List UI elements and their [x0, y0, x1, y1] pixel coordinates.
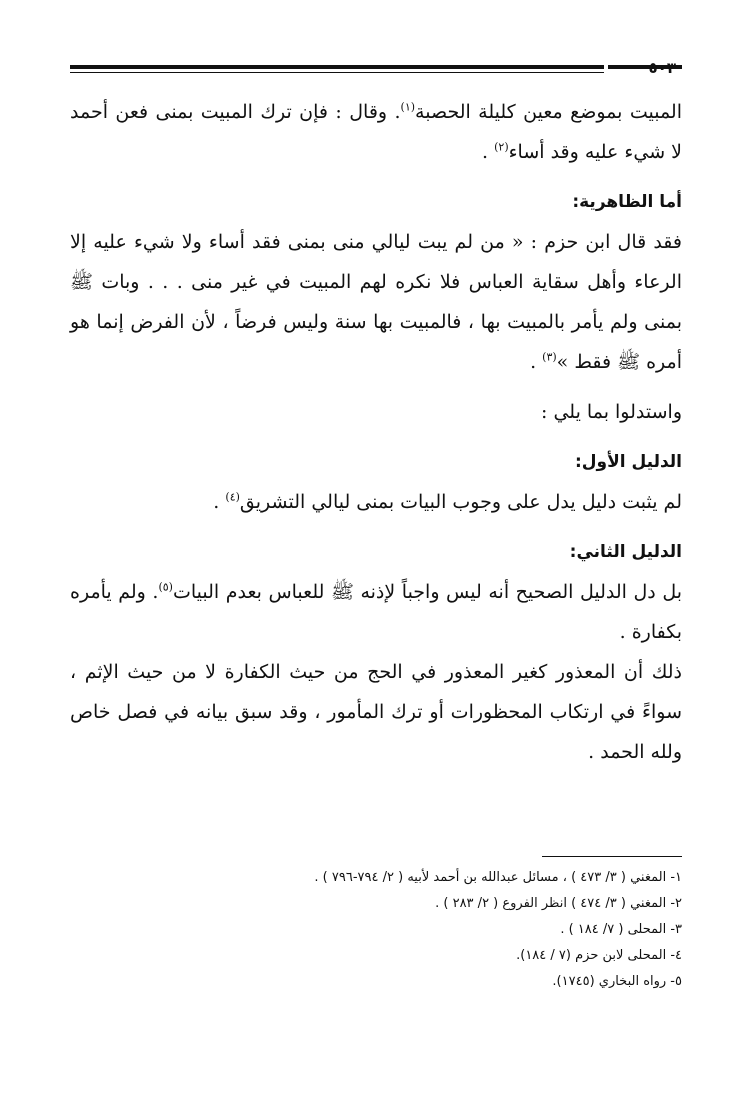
paragraph-2 [70, 222, 682, 382]
paragraph-2-end: . [530, 351, 543, 373]
page-number: ٥٠٣ [648, 59, 676, 77]
header-rule-thin [70, 72, 604, 73]
footnote-ref-2: (٢) [494, 140, 509, 154]
paragraph-4 [70, 482, 682, 522]
paragraph-2-text: فقد قال ابن حزم : « من لم يبت ليالي منى بمنى فقد أساء ولا شيء عليه إلا الرعاء وأهل سقاية العباس فلا نكره لهم المبيت في غير منى . . . وبات ﷺ بمنى ولم يأمر بالمبيت بها ، فالمبيت بها سنة وليس فرضاً ، لأن الفرض إنما هو أمره ﷺ فقط » [70, 231, 682, 373]
paragraph-4-end: . [213, 491, 226, 513]
heading-first-evidence: الدليل الأول: [574, 452, 682, 472]
paragraph-6: ذلك أن المعذور كغير المعذور في الحج من حيث الكفارة لا من حيث الإثم ، سواءً في ارتكاب المحظورات أو ترك المأمور ، وقد سبق بيانه في فصل خاص ولله الحمد . [70, 661, 682, 763]
footnote-1: ١- المغني ( ٣/ ٤٧٣ ) ، مسائل عبدالله بن أحمد لأبيه ( ٢/ ٧٩٤-٧٩٦ ) . [314, 870, 682, 885]
paragraph-1-text: المبيت بموضع معين كليلة الحصبة [415, 101, 683, 123]
paragraph-4-text: لم يثبت دليل يدل على وجوب البيات بمنى ليالي التشريق [239, 491, 682, 513]
spacer [70, 172, 682, 182]
heading-second-evidence: الدليل الثاني: [569, 542, 682, 562]
footnotes [70, 856, 682, 995]
footnote-4: ٤- المحلى لابن حزم (٧ / ١٨٤). [516, 948, 682, 963]
footnote-5: ٥- رواه البخاري (١٧٤٥). [552, 974, 682, 989]
page-header [70, 58, 682, 82]
footnote-ref-5: (٥) [158, 580, 173, 594]
footnote-separator [542, 856, 682, 857]
paragraph-3: واستدلوا بما يلي : [541, 401, 682, 423]
spacer [70, 382, 682, 392]
main-text [70, 92, 682, 772]
footnote-ref-3: (٣) [542, 350, 557, 364]
spacer [70, 432, 682, 442]
paragraph-1 [70, 92, 682, 172]
paragraph-1-end: . [482, 141, 495, 163]
paragraph-1-text-2: . وقال : فإن ترك المبيت بمنى فعن أحمد لا شيء عليه وقد أساء [70, 101, 682, 163]
header-rule-thick [70, 65, 604, 69]
paragraph-5-end: . ولم يأمره بكفارة . [70, 581, 682, 643]
heading-zahiriyya: أما الظاهرية: [572, 192, 682, 212]
footnote-3: ٣- المحلى ( ٧/ ١٨٤ ) . [560, 922, 682, 937]
book-page [70, 58, 682, 1058]
paragraph-5-text: بل دل الدليل الصحيح أنه ليس واجباً لإذنه ﷺ للعباس بعدم البيات [172, 581, 682, 603]
footnote-2: ٢- المغني ( ٣/ ٤٧٤ ) انظر الفروع ( ٢/ ٢٨٣ ) . [435, 896, 682, 911]
spacer [70, 522, 682, 532]
footnote-ref-1: (١) [400, 100, 416, 114]
paragraph-5 [70, 572, 682, 652]
footnote-ref-4: (٤) [225, 490, 240, 504]
